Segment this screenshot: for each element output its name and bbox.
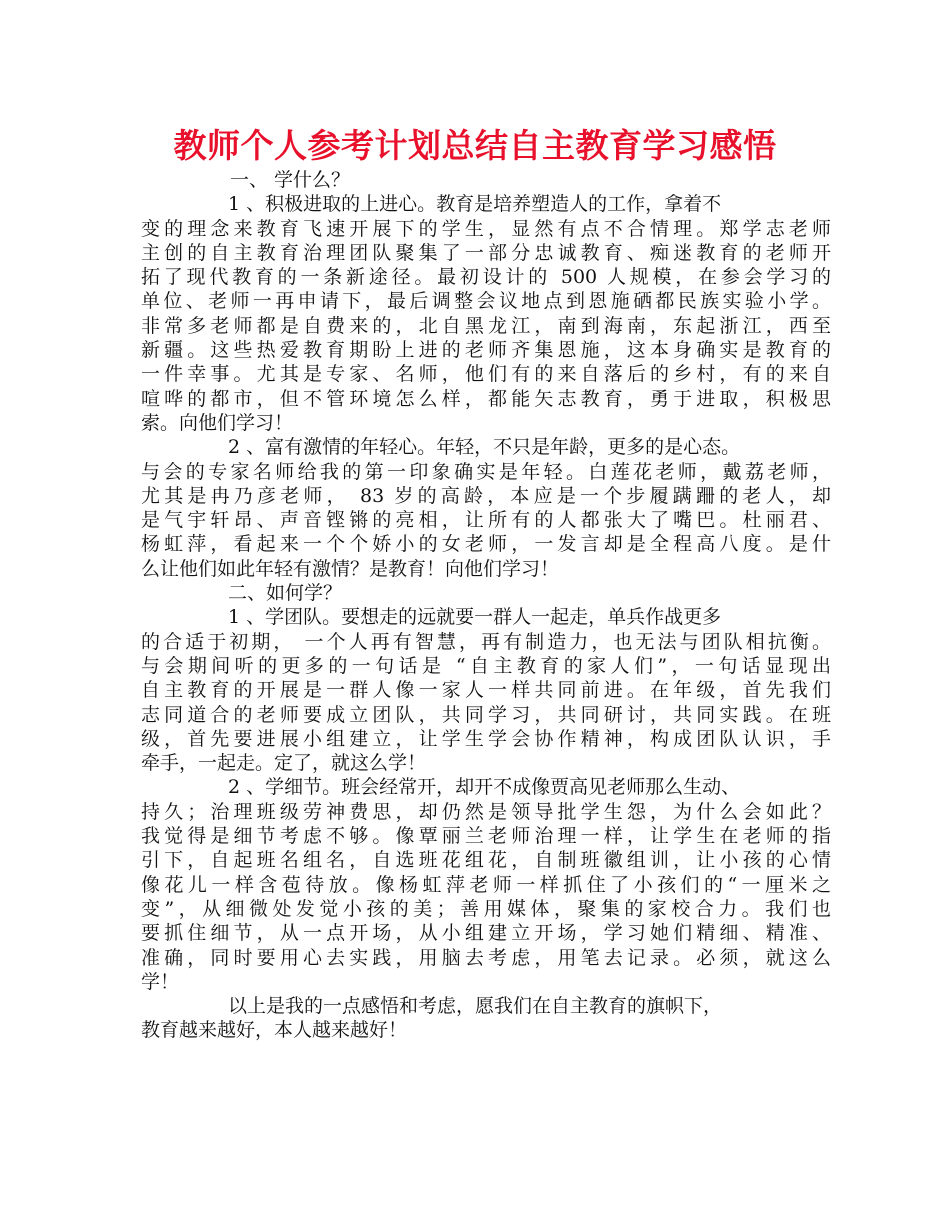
paragraph-line: 引下，自起班名组名，自选班花组花，自制班徽组训，让小孩的心情 <box>141 849 831 872</box>
paragraph-line: 牵手，一起走。定了，就这么学！ <box>141 752 427 775</box>
paragraph-line: 持久；治理班级劳神费思，却仍然是领导批学生怨，为什么会如此？ <box>141 800 831 823</box>
paragraph-line: 单位、老师一再申请下，最后调整会议地点到恩施硒都民族实验小学。 <box>141 290 831 313</box>
paragraph-line: 尤其是冉乃彦老师， 83 岁的高龄，本应是一个步履蹒跚的老人，却 <box>141 484 831 507</box>
paragraph-line: 主创的自主教育治理团队聚集了一部分忠诚教育、痴迷教育的老师开 <box>141 241 831 264</box>
closing-line: 教育越来越好，本人越来越好！ <box>141 1019 408 1042</box>
paragraph-line: 志同道合的老师要成立团队，共同学习，共同研讨，共同实践。在班 <box>141 703 831 726</box>
paragraph-line: 新疆。这些热爱教育期盼上进的老师齐集恩施，这本身确实是教育的 <box>141 339 831 362</box>
closing-line: 以上是我的一点感悟和考虑，愿我们在自主教育的旗帜下， <box>228 995 723 1018</box>
paragraph-line: 喧哗的都市，但不管环境怎么样，都能矢志教育，勇于进取，积极思 <box>141 387 831 410</box>
document-body <box>141 168 831 1043</box>
paragraph-line: 杨虹萍，看起来一个个娇小的女老师，一发言却是全程高八度。是什 <box>141 533 831 556</box>
paragraph-line: 级，首先要进展小组建立，让学生学会协作精神，构成团队认识，手 <box>141 727 831 750</box>
paragraph-line: 1 、学团队。要想走的远就要一群人一起走，单兵作战更多 <box>228 606 722 629</box>
paragraph-line: 拓了现代教育的一条新途径。最初设计的 500 人规模，在参会学习的 <box>141 266 831 289</box>
paragraph-line: 变”，从细微处发觉小孩的美；善用媒体，聚集的家校合力。我们也 <box>141 897 831 920</box>
paragraph-line: 1 、积极进取的上进心。教育是培养塑造人的工作，拿着不 <box>228 193 722 216</box>
paragraph-line: 像花儿一样含苞待放。像杨虹萍老师一样抓住了小孩们的“一厘米之 <box>141 873 831 896</box>
document-title: 教师个人参考计划总结自主教育学习感悟 <box>173 126 777 165</box>
paragraph-line: 是气宇轩昂、声音铿锵的亮相，让所有的人都张大了嘴巴。杜丽君、 <box>141 509 831 532</box>
paragraph-line: 学！ <box>141 970 180 993</box>
paragraph-line: 么让他们如此年轻有激情？是教育！向他们学习！ <box>141 557 560 580</box>
paragraph-line: 自主教育的开展是一群人像一家人一样共同前进。在年级，首先我们 <box>141 679 831 702</box>
paragraph-line: 的合适于初期， 一个人再有智慧，再有制造力，也无法与团队相抗衡。 <box>141 630 831 653</box>
paragraph-line: 准确，同时要用心去实践，用脑去考虑，用笔去记录。必须，就这么 <box>141 946 831 969</box>
paragraph-line: 变的理念来教育飞速开展下的学生，显然有点不合情理。郑学志老师 <box>141 217 831 240</box>
paragraph-line: 与会期间听的更多的一句话是 “自主教育的家人们”，一句话显现出 <box>141 654 831 677</box>
paragraph-line: 2 、学细节。班会经常开，却开不成像贾高见老师那么生动、 <box>228 776 741 799</box>
paragraph-line: 与会的专家名师给我的第一印象确实是年轻。白莲花老师，戴荔老师， <box>141 460 831 483</box>
section-heading-how-to-learn: 二、如何学？ <box>228 582 343 605</box>
paragraph-line: 非常多老师都是自费来的，北自黑龙江，南到海南，东起浙江，西至 <box>141 314 831 337</box>
paragraph-line: 索。向他们学习！ <box>141 411 294 434</box>
paragraph-line: 2 、富有激情的年轻心。年轻，不只是年龄，更多的是心态。 <box>228 436 741 459</box>
section-heading-what-to-learn: 一、 学什么？ <box>230 169 351 191</box>
paragraph-line: 我觉得是细节考虑不够。像覃丽兰老师治理一样，让学生在老师的指 <box>141 825 831 848</box>
paragraph-line: 一件幸事。尤其是专家、名师，他们有的来自落后的乡村，有的来自 <box>141 363 831 386</box>
paragraph-line: 要抓住细节，从一点开场，从小组建立开场，学习她们精细、精准、 <box>141 922 831 945</box>
